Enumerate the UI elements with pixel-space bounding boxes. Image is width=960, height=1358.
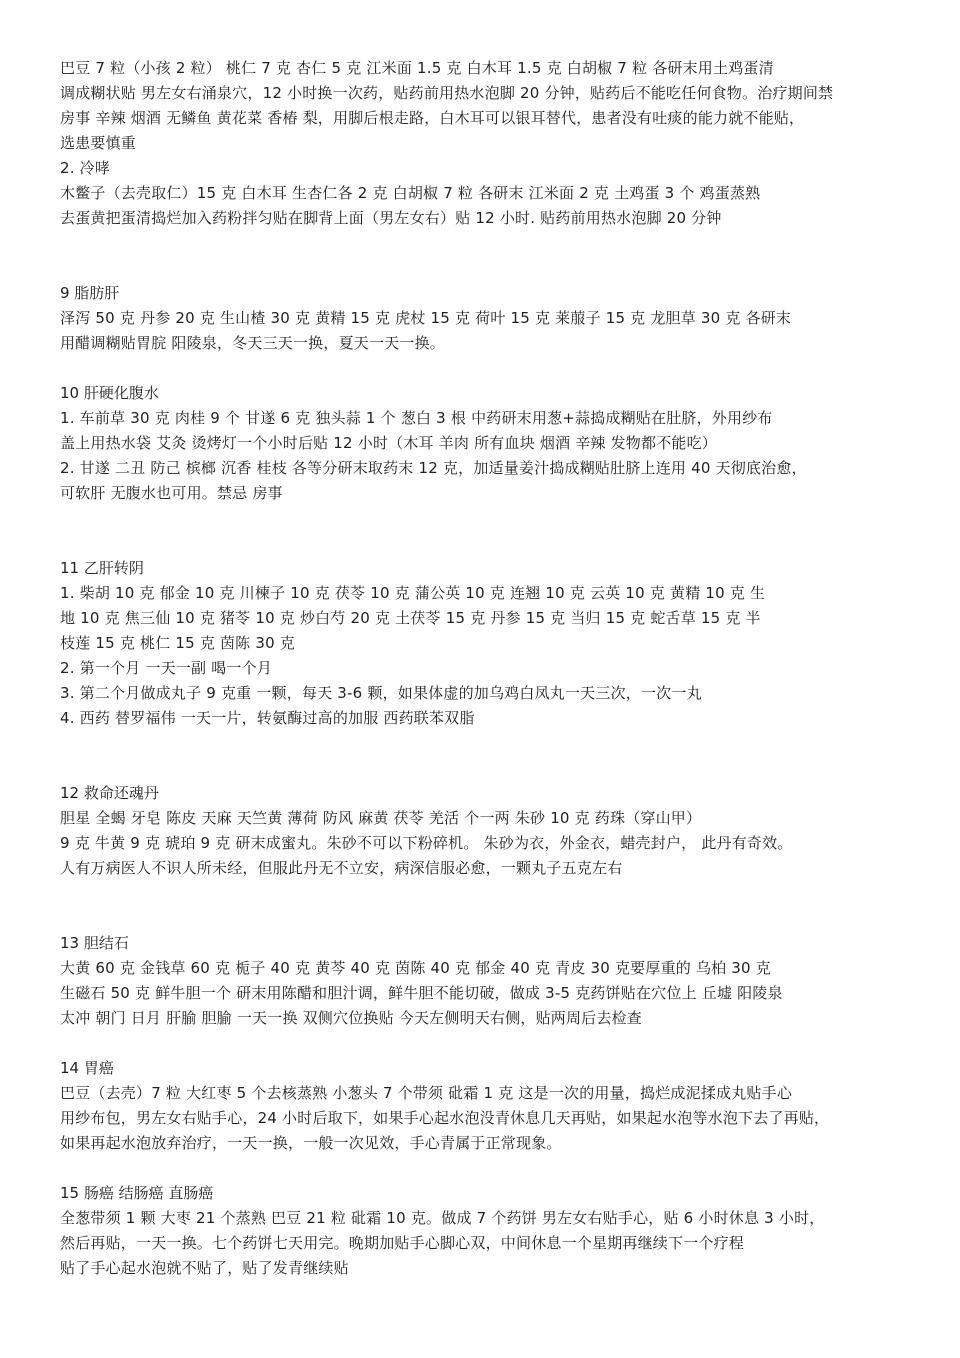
text-line: 用纱布包，男左女右贴手心，24 小时后取下，如果手心起水泡没青休息几天再贴，如果起水泡等水泡下去了再贴， [60,1109,830,1127]
text-line: 大黄 60 克 金钱草 60 克 栀子 40 克 黄芩 40 克 茵陈 40 克 郁金 40 克 青皮 30 克要厚重的 乌柏 30 克 [60,959,771,977]
text-line: 房事 辛辣 烟酒 无鳞鱼 黄花菜 香椿 梨，用脚后根走路，白木耳可以银耳替代，患者没有吐痰的能力就不能贴， [60,109,805,127]
section-title: 15 肠癌 结肠癌 直肠癌 [60,1184,214,1202]
text-line: 用醋调糊贴胃脘 阳陵泉，冬天三天一换，夏天一天一换。 [60,334,445,352]
text-line: 生磁石 50 克 鲜牛胆一个 研末用陈醋和胆汁调，鲜牛胆不能切破，做成 3-5 克药饼贴在穴位上 丘墟 阳陵泉 [60,984,783,1002]
section-gallstones [60,931,910,1031]
text-line: 2. 第一个月 一天一副 喝一个月 [60,659,273,677]
text-line: 太冲 朝门 日月 肝腧 胆腧 一天一换 双侧穴位换贴 今天左侧明天右侧，贴两周后去检查 [60,1009,642,1027]
section-title: 14 胃癌 [60,1059,114,1077]
text-line: 1. 车前草 30 克 肉桂 9 个 甘遂 6 克 独头蒜 1 个 葱白 3 根 中药研末用葱+蒜捣成糊贴在肚脐，外用纱布 [60,409,773,427]
text-line: 选患要慎重 [60,134,137,152]
section-title: 13 胆结石 [60,934,129,952]
text-line: 贴了手心起水泡就不贴了，贴了发青继续贴 [60,1259,349,1277]
section-cirrhosis-ascites [60,381,910,506]
text-line: 3. 第二个月做成丸子 9 克重 一颗，每天 3-6 颗，如果体虚的加乌鸡白凤丸一天三次，一次一丸 [60,684,702,702]
text-line: 去蛋黄把蛋清捣烂加入药粉拌匀贴在脚背上面（男左女右）贴 12 小时. 贴药前用热水泡脚 20 分钟 [60,209,722,227]
section-title: 9 脂肪肝 [60,284,120,302]
text-line: 地 10 克 焦三仙 10 克 猪苓 10 克 炒白芍 20 克 土茯苓 15 克 丹参 15 克 当归 15 克 蛇舌草 15 克 半 [60,609,761,627]
text-line: 巴豆 7 粒（小孩 2 粒） 桃仁 7 克 杏仁 5 克 江米面 1.5 克 白木耳 1.5 克 白胡椒 7 粒 各研末用土鸡蛋清 [60,59,774,77]
text-line: 2. 甘遂 二丑 防己 槟榔 沉香 桂枝 各等分研末取药末 12 克，加适量姜汁捣成糊贴肚脐上连用 40 天彻底治愈， [60,459,807,477]
text-line: 人有万病医人不识人所未经，但服此丹无不立安，病深信服必愈，一颗丸子五克左右 [60,859,623,877]
text-line: 可软肝 无腹水也可用。禁忌 房事 [60,484,283,502]
section-title: 11 乙肝转阴 [60,559,144,577]
section-fatty-liver [60,281,910,356]
text-line: 2. 冷哮 [60,159,111,177]
text-line: 枝莲 15 克 桃仁 15 克 茵陈 30 克 [60,634,296,652]
section-colon-cancer [60,1181,910,1281]
section-title: 10 肝硬化腹水 [60,384,159,402]
text-line: 4. 西药 替罗福伟 一天一片，转氨酶过高的加服 西药联苯双脂 [60,709,475,727]
section-hepatitis-b [60,556,910,731]
text-line: 然后再贴，一天一换。七个药饼七天用完。晚期加贴手心脚心双，中间休息一个星期再继续下一个疗程 [60,1234,745,1252]
section-title: 12 救命还魂丹 [60,784,159,802]
text-line: 木鳖子（去壳取仁）15 克 白木耳 生杏仁各 2 克 白胡椒 7 粒 各研末 江米面 2 克 土鸡蛋 3 个 鸡蛋蒸熟 [60,184,761,202]
text-line: 调成糊状贴 男左女右涌泉穴，12 小时换一次药，贴药前用热水泡脚 20 分钟，贴药后不能吃任何食物。治疗期间禁 [60,84,834,102]
text-line: 9 克 牛黄 9 克 琥珀 9 克 研末成蜜丸。朱砂不可以下粉碎机。 朱砂为衣，外金衣，蜡壳封户， 此丹有奇效。 [60,834,793,852]
text-line: 盖上用热水袋 艾灸 烫烤灯一个小时后贴 12 小时（木耳 羊肉 所有血块 烟酒 辛辣 发物都不能吃） [60,434,718,452]
document-page [60,56,910,1281]
text-line: 如果再起水泡放弃治疗，一天一换，一般一次见效，手心青属于正常现象。 [60,1134,562,1152]
text-line: 1. 柴胡 10 克 郁金 10 克 川楝子 10 克 茯苓 10 克 蒲公英 10 克 连翘 10 克 云英 10 克 黄精 10 克 生 [60,584,766,602]
section-top [60,56,910,231]
text-line: 胆星 全蝎 牙皂 陈皮 天麻 天竺黄 薄荷 防风 麻黄 茯苓 羌活 个一两 朱砂 10 克 药珠（穿山甲） [60,809,702,827]
section-stomach-cancer [60,1056,910,1156]
text-line: 泽泻 50 克 丹参 20 克 生山楂 30 克 黄精 15 克 虎杖 15 克 荷叶 15 克 莱菔子 15 克 龙胆草 30 克 各研末 [60,309,792,327]
section-rescue-pill [60,781,910,881]
text-line: 巴豆（去壳）7 粒 大红枣 5 个去核蒸熟 小葱头 7 个带须 砒霜 1 克 这是一次的用量，捣烂成泥揉成丸贴手心 [60,1084,793,1102]
text-line: 全葱带须 1 颗 大枣 21 个蒸熟 巴豆 21 粒 砒霜 10 克。做成 7 个药饼 男左女右贴手心，贴 6 小时休息 3 小时， [60,1209,825,1227]
